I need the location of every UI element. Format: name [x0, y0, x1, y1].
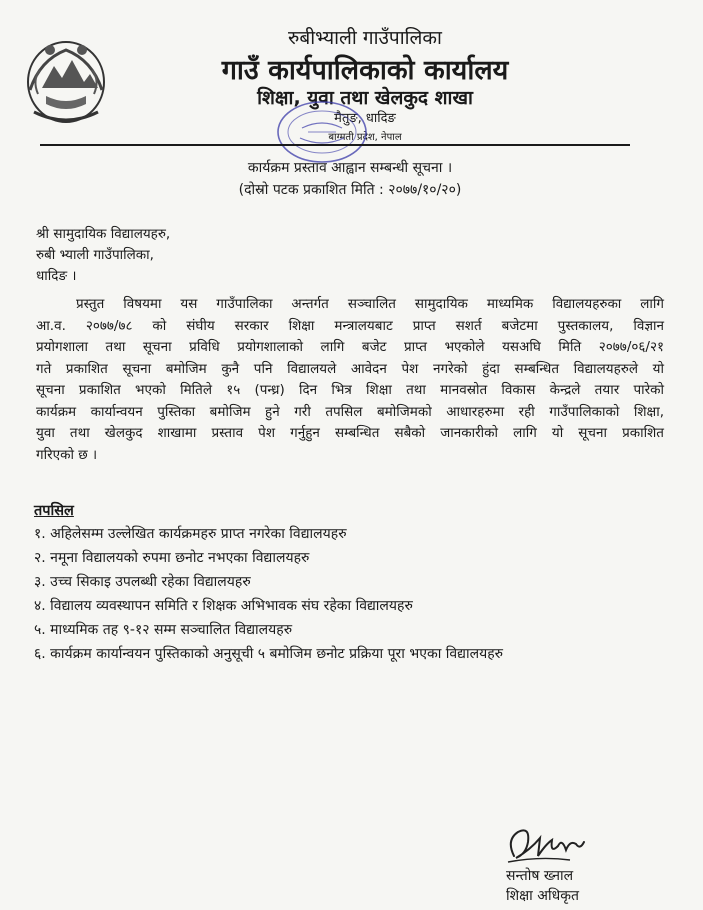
signatory-post: शिक्षा अधिकृत [506, 888, 579, 904]
tapasil-item: २. नमूना विद्यालयको रुपमा छनोट नभएका विद्यालयहरु [34, 550, 310, 566]
tapasil-heading: तपसिल [34, 503, 74, 519]
body-line: प्रस्तुत विषयमा यस गाउँपालिका अन्तर्गत सञ्चालित सामुदायिक माध्यमिक विद्यालयहरुका लागि [76, 296, 664, 312]
office-name: गाउँ कार्यपालिकाको कार्यालय [221, 55, 509, 86]
signatory-name: सन्तोष ख्नाल [506, 868, 574, 884]
tapasil-item: ३. उच्च सिकाइ उपलब्धी रहेका विद्यालयहरु [34, 574, 251, 590]
body-line: गरिएको छ । [36, 446, 98, 463]
recipient-line: श्री सामुदायिक विद्यालयहरु, [36, 226, 171, 242]
section-name: शिक्षा, युवा तथा खेलकुद शाखा [257, 87, 473, 109]
body-line: आ.व. २०७७/७८ को संघीय सरकार शिक्षा मन्त्रालयबाट प्राप्त सशर्त बजेटमा पुस्तकालय, विज्ञान [36, 317, 664, 334]
municipality-name: रुबीभ्याली गाउँपालिका [288, 27, 442, 49]
publication-date: (दोस्रो पटक प्रकाशित मिति : २०७७/१०/२०) [238, 182, 462, 198]
body-line: गते प्रकाशित सूचना बमोजिम कुनै पनि विद्यालयले आवेदन पेश नगरेको हुंदा सम्बन्धित विद्यालयहरुले यो [36, 360, 664, 377]
tapasil-item: ४. विद्यालय व्यवस्थापन समिति र शिक्षक अभिभावक संघ रहेका विद्यालयहरु [34, 598, 413, 614]
province-country: बाग्मती प्रदेश, नेपाल [328, 132, 402, 143]
tapasil-item: १. अहिलेसम्म उल्लेखित कार्यक्रमहरु प्राप्त नगरेका विद्यालयहरु [34, 526, 347, 542]
body-line: युवा तथा खेलकुद शाखामा प्रस्ताव पेश गर्नुहुन सम्बन्धित सबैको जानकारीको लागि यो सूचना प्रकाशित [36, 425, 664, 441]
nepal-emblem-logo [20, 30, 112, 130]
header-divider [40, 144, 630, 146]
notice-subject: कार्यक्रम प्रस्ताव आह्वान सम्बन्धी सूचना । [247, 160, 453, 176]
signature [500, 820, 590, 870]
body-line: कार्यक्रम कार्यान्वयन पुस्तिका बमोजिम हुने गरी तपसिल बमोजिमको आधारहरुमा रही गाउँपालिकाको शिक्षा, [36, 403, 664, 420]
recipient-line: रुबी भ्याली गाउँपालिका, [36, 247, 154, 263]
recipient-line: धादिङ । [36, 268, 77, 284]
tapasil-item: ६. कार्यक्रम कार्यान्वयन पुस्तिकाको अनुसूची ५ बमोजिम छनोट प्रक्रिया पूरा भएका विद्यालयहरु [34, 646, 504, 662]
body-line: सूचना प्रकाशित भएको मितिले १५ (पन्ध्र) दिन भित्र शिक्षा तथा मानवस्रोत विकास केन्द्रले तयार पारेको [36, 382, 664, 398]
body-line: प्रयोगशाला तथा सूचना प्रविधि प्रयोगशालाको लागि बजेट प्राप्त भएकोले यसअघि मिति २०७७/०६/२१ [36, 339, 664, 355]
notice-body [36, 294, 664, 466]
office-location: मैतुङ, धादिङ [334, 111, 396, 126]
tapasil-item: ५. माध्यमिक तह ९-१२ सम्म सञ्चालित विद्यालयहरु [34, 622, 293, 638]
